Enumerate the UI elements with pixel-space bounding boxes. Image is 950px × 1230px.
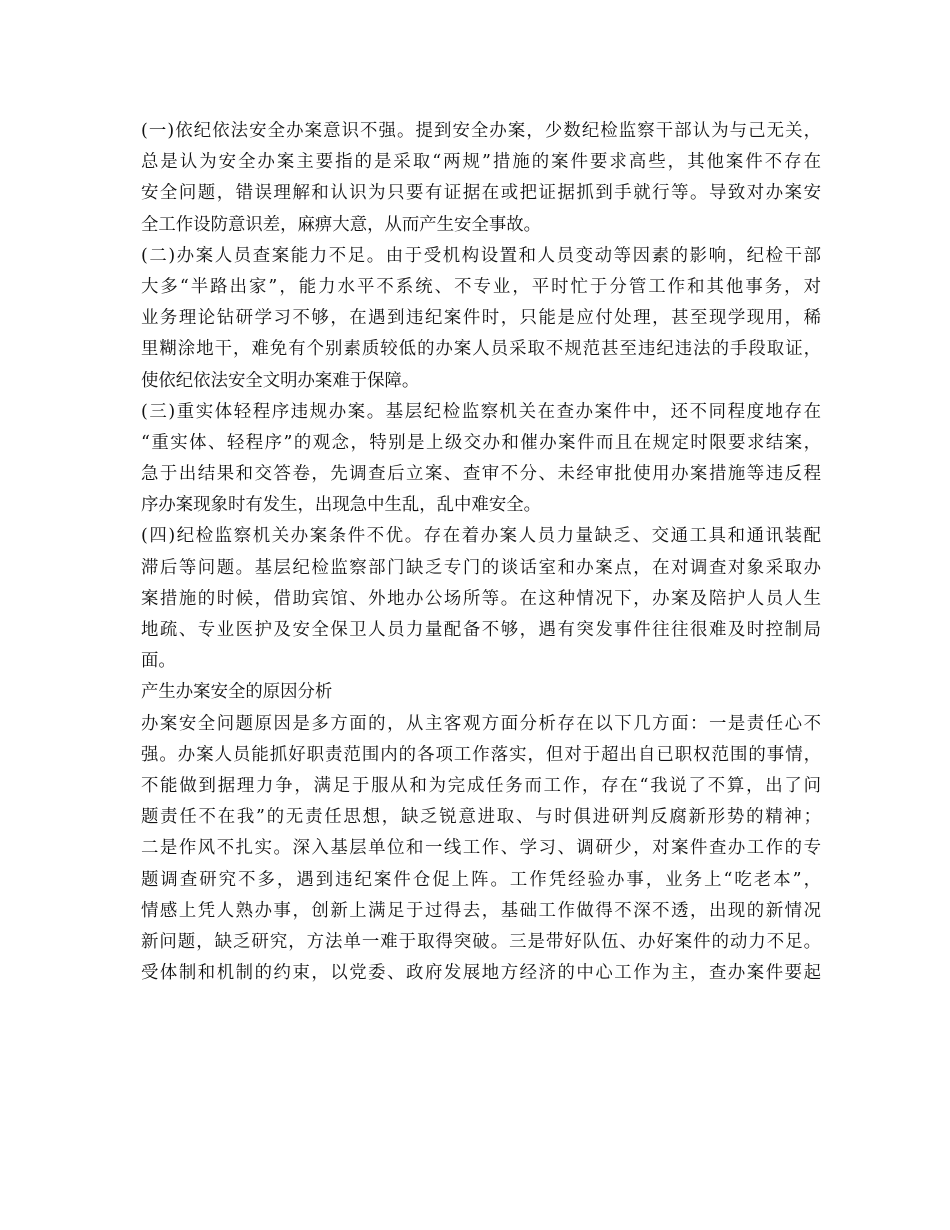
text-line: 滞后等问题。基层纪检监察部门缺乏专门的谈话室和办案点，在对调查对象采取办	[141, 557, 821, 578]
text-line: 里糊涂地干，难免有个别素质较低的办案人员采取不规范甚至违纪违法的手段取证，	[141, 339, 821, 360]
text-line: 二是作风不扎实。深入基层单位和一线工作、学习、调研少，对案件查办工作的专	[141, 838, 821, 859]
text-line: 地疏、专业医护及安全保卫人员力量配备不够，遇有突发事件往往很难及时控制局	[141, 620, 821, 640]
text-line: 产生办案安全的原因分析	[141, 682, 333, 703]
text-line: 情感上凭人熟办事，创新上满足于过得去，基础工作做得不深不透，出现的新情况	[141, 900, 821, 921]
text-line: (四)纪检监察机关办案条件不优。存在着办案人员力量缺乏、交通工具和通讯装配	[141, 526, 821, 547]
text-line: 题责任不在我”的无责任思想，缺乏锐意进取、与时俱进研判反腐新形势的精神；	[141, 807, 821, 828]
text-line: 总是认为安全办案主要指的是采取“两规”措施的案件要求高些，其他案件不存在	[141, 152, 821, 173]
text-line: 强。办案人员能抓好职责范围内的各项工作落实，但对于超出自已职权范围的事情，	[141, 744, 821, 765]
text-line: 急于出结果和交答卷，先调查后立案、查审不分、未经审批使用办案措施等违反程	[141, 464, 821, 485]
text-line: 案措施的时候，借助宾馆、外地办公场所等。在这种情况下，办案及陪护人员人生	[141, 588, 821, 609]
text-line: 不能做到据理力争，满足于服从和为完成任务而工作，存在“我说了不算，出了问	[141, 775, 821, 796]
text-line: 大多“半路出家”，能力水平不系统、不专业，平时忙于分管工作和其他事务，对	[141, 276, 821, 297]
text-line: (二)办案人员查案能力不足。由于受机构设置和人员变动等因素的影响，纪检干部	[141, 245, 821, 266]
text-line: “重实体、轻程序”的观念，特别是上级交办和催办案件而且在规定时限要求结案，	[141, 432, 821, 453]
text-line: 新问题，缺乏研究，方法单一难于取得突破。三是带好队伍、办好案件的动力不足。	[141, 931, 821, 952]
text-line: (三)重实体轻程序违规办案。基层纪检监察机关在查办案件中，还不同程度地存在	[141, 401, 821, 422]
text-line: 全工作设防意识差，麻痹大意，从而产生安全事故。	[141, 214, 541, 235]
document-body	[141, 116, 821, 989]
text-line: 面。	[141, 651, 176, 672]
text-line: 安全问题，错误理解和认识为只要有证据在或把证据抓到手就行等。导致对办案安	[141, 183, 821, 204]
text-line: 业务理论钻研学习不够，在遇到违纪案件时，只能是应付处理，甚至现学现用，稀	[141, 308, 821, 329]
text-line: 题调查研究不多，遇到违纪案件仓促上阵。工作凭经验办事，业务上“吃老本”，	[141, 869, 821, 890]
text-line: 受体制和机制的约束，以党委、政府发展地方经济的中心工作为主，查办案件要起	[141, 963, 821, 984]
text-line: 序办案现象时有发生，出现急中生乱，乱中难安全。	[141, 495, 541, 516]
text-line: 使依纪依法安全文明办案难于保障。	[141, 370, 420, 391]
text-line: (一)依纪依法安全办案意识不强。提到安全办案，少数纪检监察干部认为与己无关，	[141, 121, 821, 141]
text-line: 办案安全问题原因是多方面的，从主客观方面分析存在以下几方面：一是责任心不	[141, 713, 821, 734]
